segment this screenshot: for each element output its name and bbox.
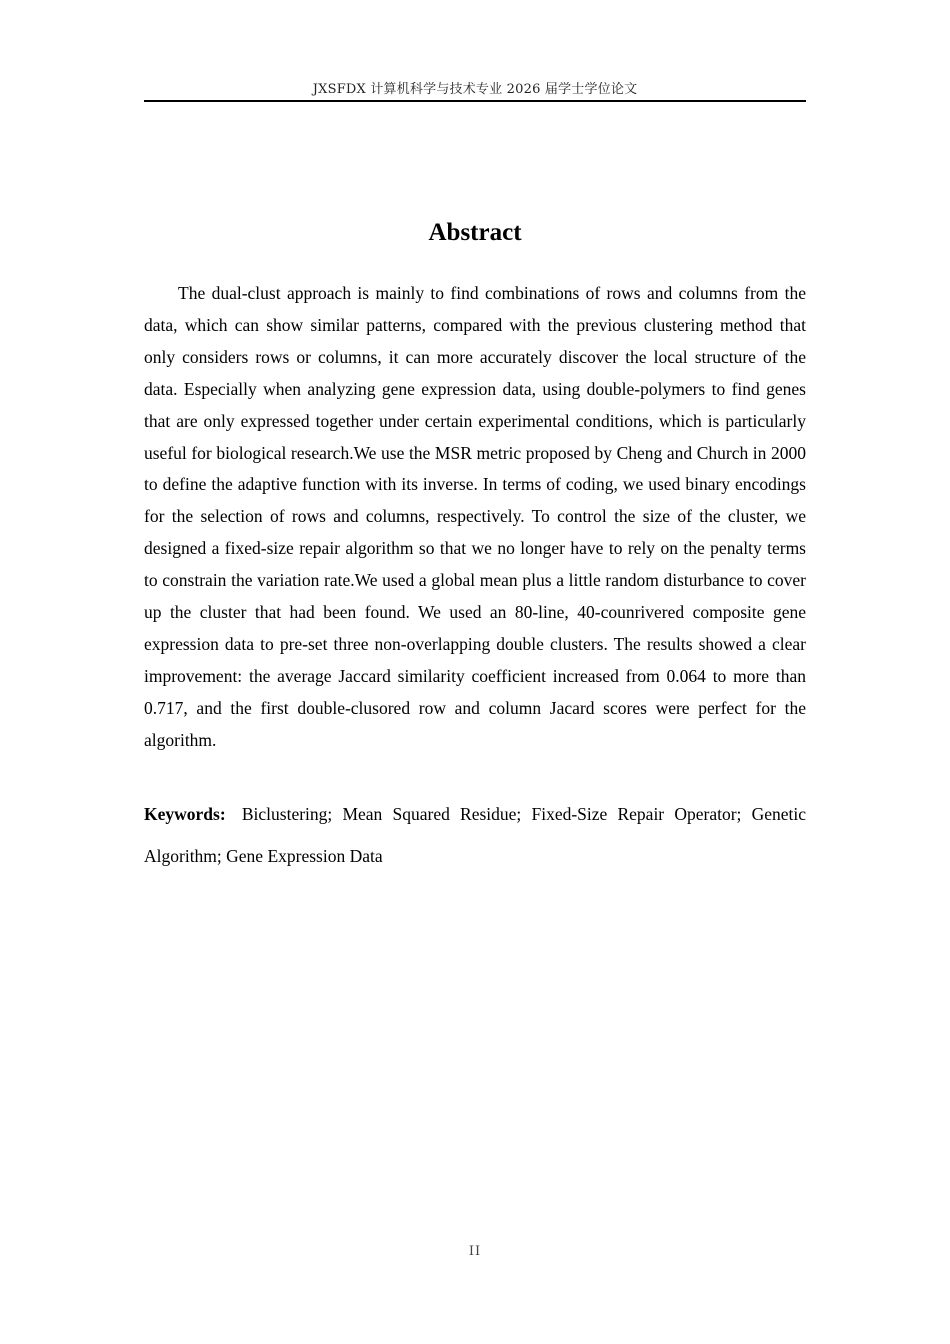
section-title: Abstract	[428, 219, 522, 246]
header-rule	[144, 100, 806, 102]
page-number: II	[468, 1244, 482, 1259]
keywords-text: Biclustering; Mean Squared Residue; Fixed-Size Repair Operator; Genetic Algorithm; Gene Expression Data	[144, 804, 806, 866]
keywords-label: Keywords:	[144, 804, 226, 824]
abstract-paragraph: The dual-clust approach is mainly to find combinations of rows and columns from the data, which can show similar patterns, compared with the previous clustering method that only considers rows or columns, it can more accurately discover the local structure of the data. Especially when analyzing gene expression data, using double-polymers to find genes that are only expressed together under certain experimental conditions, which is particularly useful for biological research.We use the MSR metric proposed by Cheng and Church in 2000 to define the adaptive function with its inverse. In terms of coding, we used binary encodings for the selection of rows and columns, respectively. To control the size of the cluster, we designed a fixed-size repair algorithm so that we no longer have to rely on the penalty terms to constrain the variation rate.We used a global mean plus a little random disturbance to cover up the cluster that had been found. We used an 80-line, 40-counrivered composite gene expression data to pre-set three non-overlapping double clusters. The results showed a clear improvement: the average Jaccard similarity coefficient increased from 0.064 to more than 0.717, and the first double-clusored row and column Jacard scores were perfect for the algorithm.	[144, 283, 806, 750]
keywords-line	[144, 793, 806, 877]
running-header: JXSFDX 计算机科学与技术专业 2026 届学士学位论文	[312, 82, 638, 97]
